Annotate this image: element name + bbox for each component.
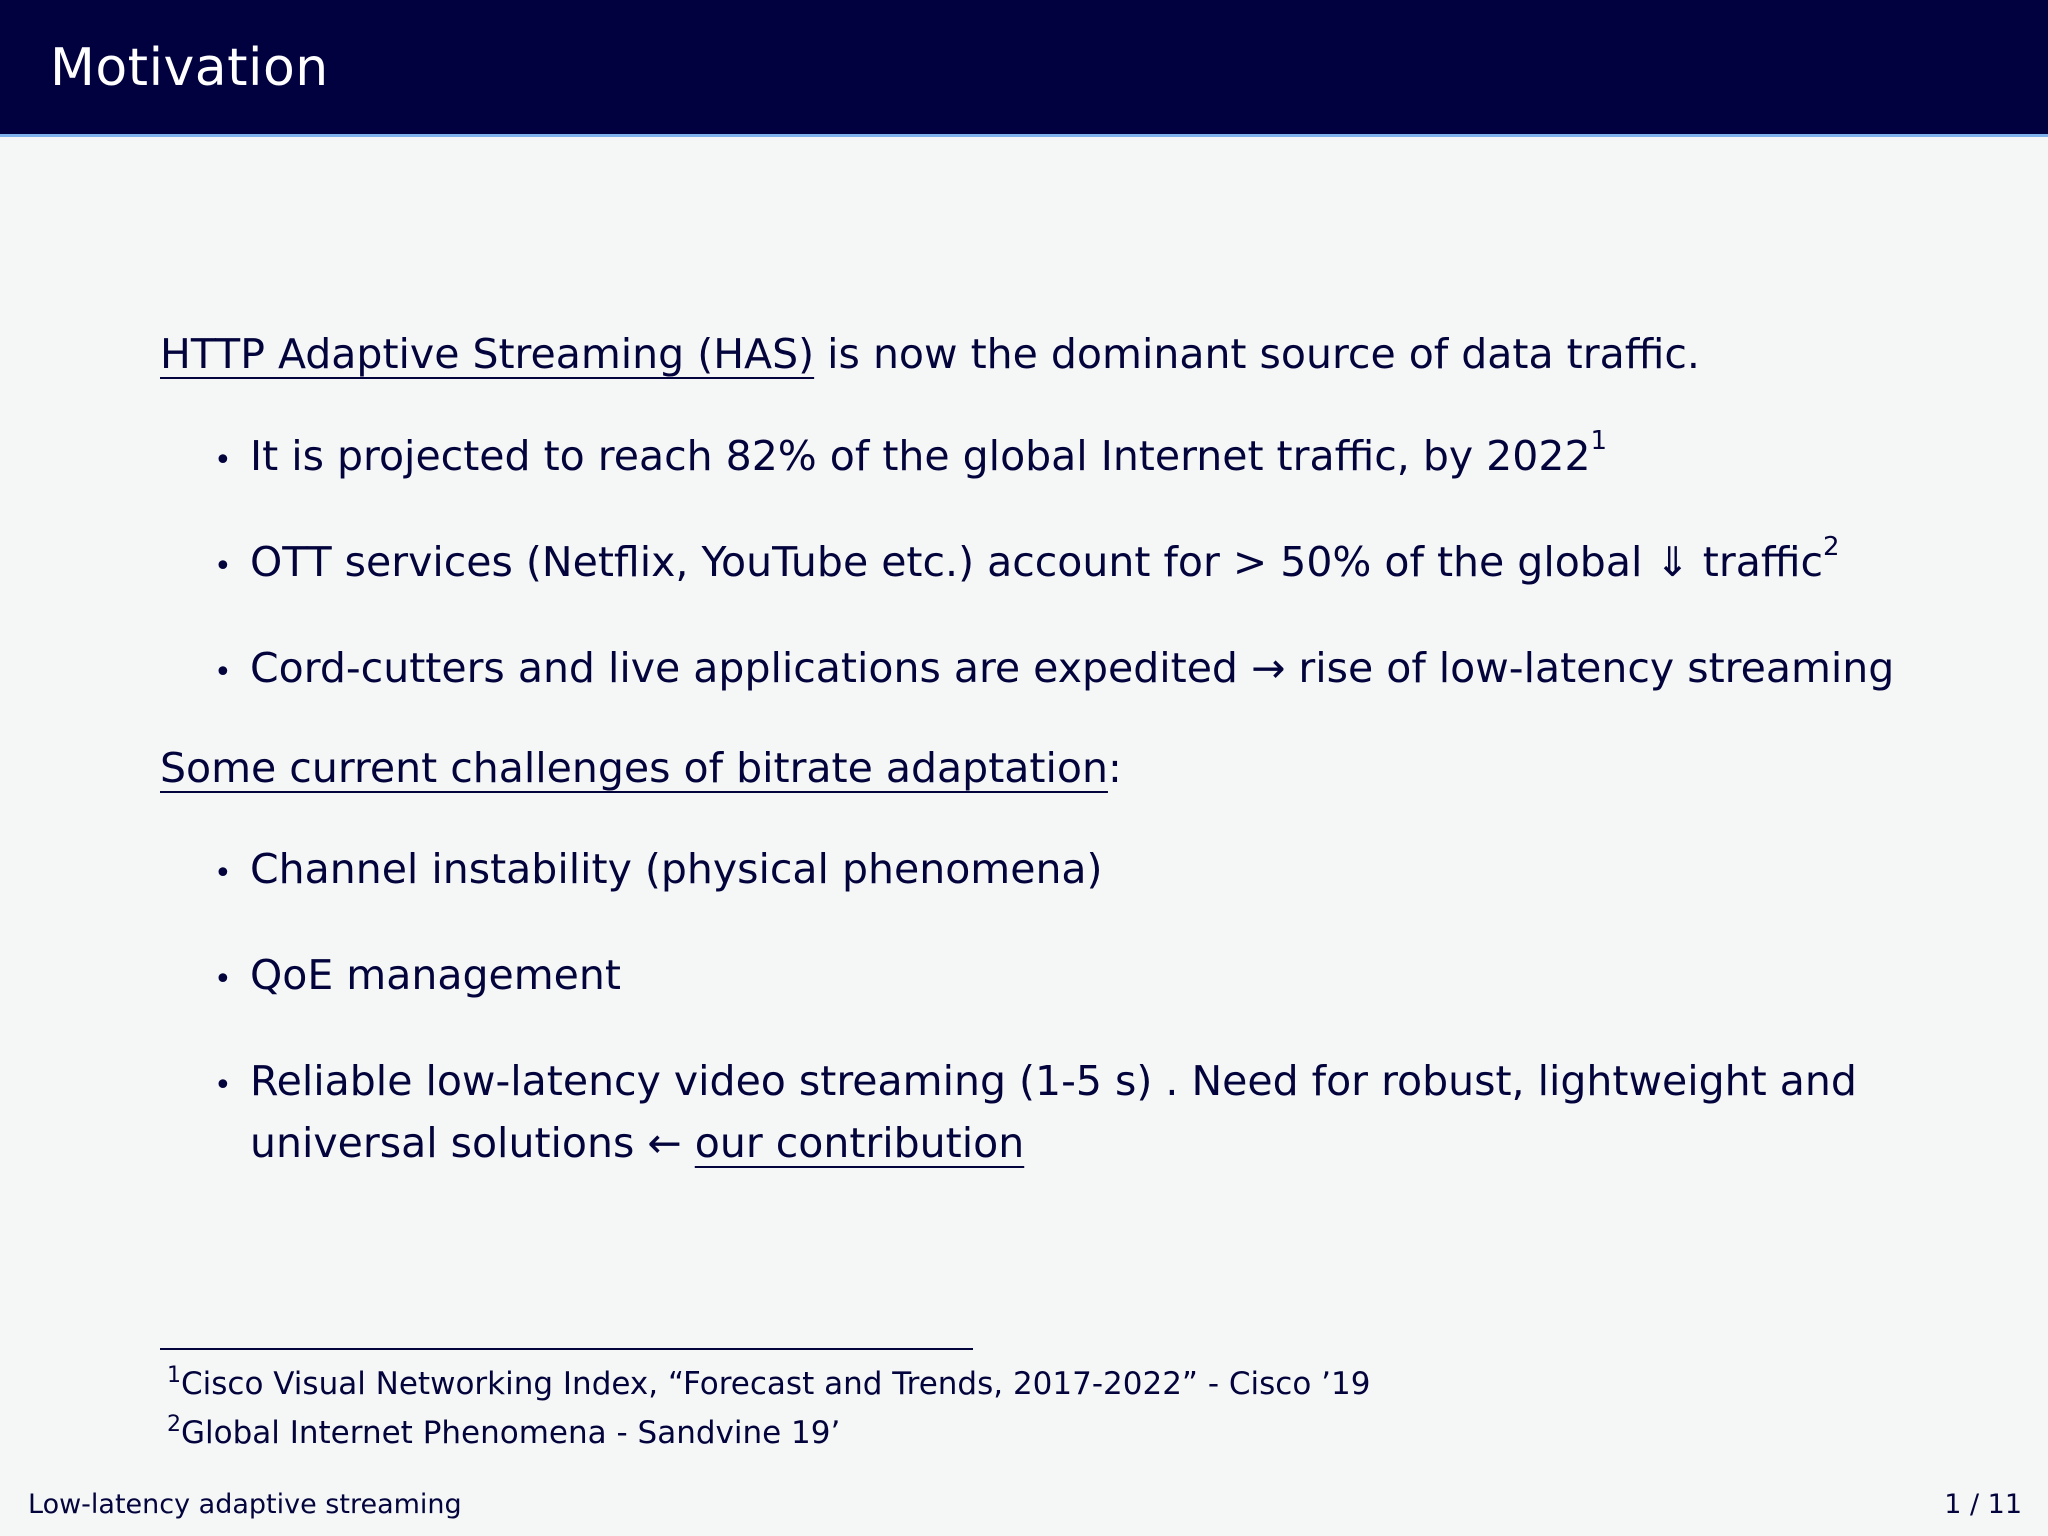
item-3-text: Cord-cutters and live applications are expedited → rise of low-latency streaming <box>250 644 1895 692</box>
slide-header <box>0 0 2048 137</box>
bullet-dot: • <box>214 962 232 997</box>
footnote-text-2: Global Internet Phenomena - Sandvine 19’ <box>181 1415 841 1451</box>
footnote-text-1: Cisco Visual Networking Index, “Forecast and Trends, 2017-2022” - Cisco ’19 <box>181 1366 1371 1402</box>
bullet-dot: • <box>214 655 232 690</box>
section1-heading-rest: is now the dominant source of data traffic. <box>814 330 1700 378</box>
slide-title: Motivation <box>50 38 329 98</box>
item-2-text: OTT services (Netflix, YouTube etc.) account for > 50% of the global ⇓ traffic <box>250 538 1823 586</box>
section2-heading-rest: : <box>1107 744 1122 792</box>
footnote-mark-1: 1 <box>167 1363 181 1388</box>
item-6-line1: Reliable low-latency video streaming (1-5 s) . Need for robust, lightweight and <box>250 1057 1857 1105</box>
footnote-ref-2[interactable]: 2 <box>1823 532 1840 563</box>
item-text-2 <box>250 532 1840 587</box>
item-4-text: Channel instability (physical phenomena) <box>250 845 1103 893</box>
bullet-dot: • <box>214 443 232 478</box>
item-6-line2 <box>250 1119 1024 1168</box>
has-heading-link[interactable]: HTTP Adaptive Streaming (HAS) <box>160 330 815 378</box>
footnote-2 <box>167 1412 841 1451</box>
footnote-mark-2: 2 <box>167 1412 181 1437</box>
item-1-text: It is projected to reach 82% of the global Internet traffic, by 2022 <box>250 432 1591 480</box>
footnote-ref-1[interactable]: 1 <box>1590 426 1608 457</box>
bullet-dot: • <box>214 856 232 891</box>
item-text-1 <box>250 426 1608 481</box>
bullet-dot: • <box>214 1068 232 1103</box>
our-contribution-link[interactable]: our contribution <box>694 1119 1025 1167</box>
section2-heading <box>160 744 1122 793</box>
bullet-dot: • <box>214 549 232 584</box>
section1-heading <box>160 330 1700 379</box>
footer-title: Low-latency adaptive streaming <box>28 1489 462 1520</box>
item-6-line2-text: universal solutions ← <box>250 1119 695 1167</box>
page-number: 1 / 11 <box>1944 1489 2022 1520</box>
footnote-1 <box>167 1363 1371 1402</box>
challenges-heading-link[interactable]: Some current challenges of bitrate adaptation <box>160 744 1108 792</box>
footnote-rule <box>160 1348 973 1350</box>
item-5-text: QoE management <box>250 951 621 999</box>
